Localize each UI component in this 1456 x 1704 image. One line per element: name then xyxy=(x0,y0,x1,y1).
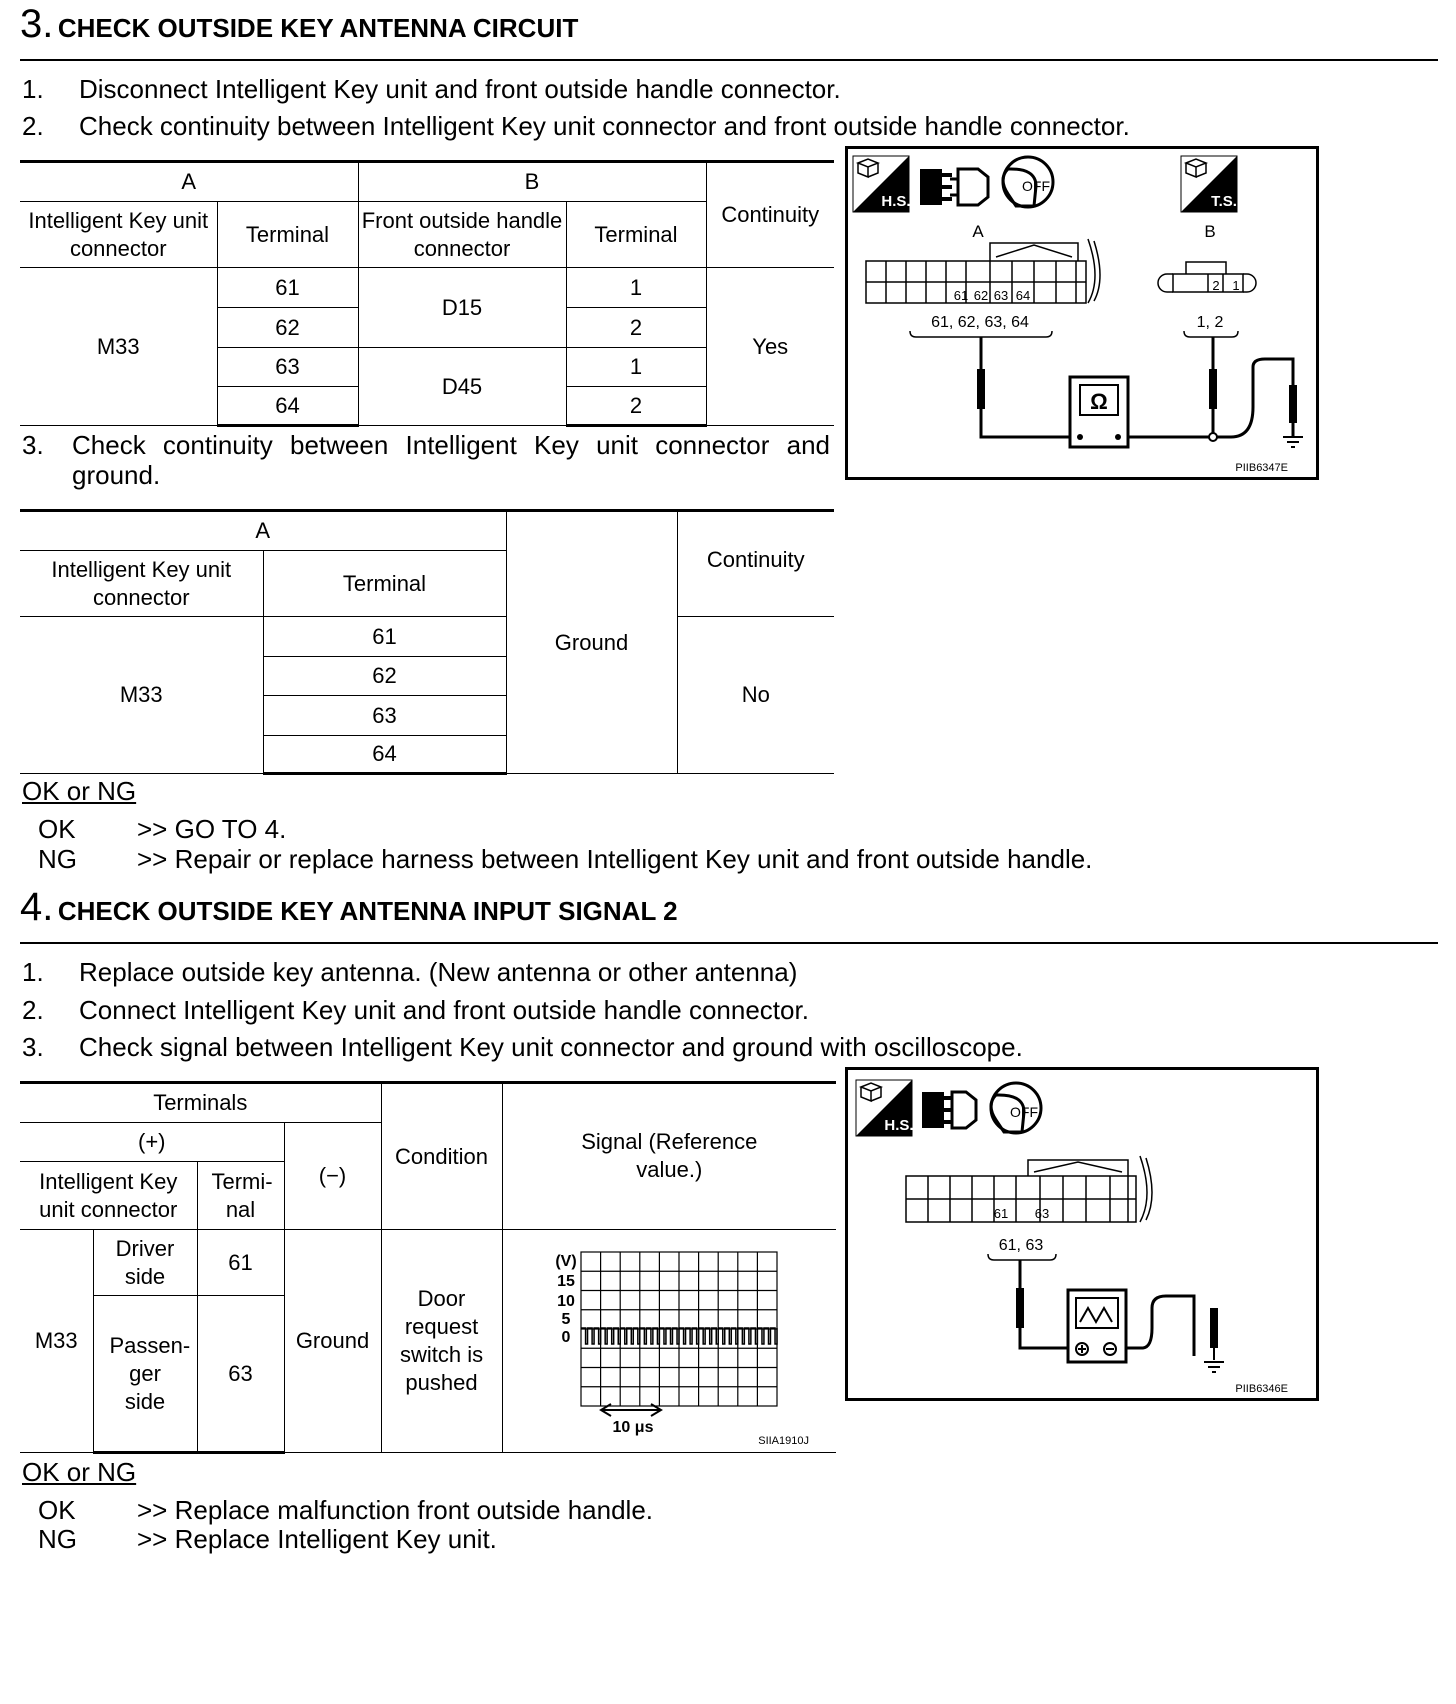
pin-b-2: 2 xyxy=(1212,278,1220,293)
t2-col-key-unit: Intelligent Key unit connector xyxy=(20,551,263,617)
pin-63: 63 xyxy=(1034,1206,1050,1221)
t1-handle-connector: D15 xyxy=(358,268,566,348)
t2-terminal: 64 xyxy=(263,736,506,774)
continuity-table-ground xyxy=(20,509,834,775)
t1-terminal-a: 64 xyxy=(217,387,358,426)
section-3-heading xyxy=(20,2,578,47)
svg-text:0: 0 xyxy=(561,1329,571,1346)
pin-a-61: 61 xyxy=(953,288,969,303)
t3-signal-cell xyxy=(502,1230,836,1453)
oscilloscope-icon xyxy=(1068,1290,1126,1362)
t1-terminal-b: 2 xyxy=(566,387,706,426)
probe-ground-icon xyxy=(1289,385,1297,423)
t3-side: Passen- ger side xyxy=(93,1296,197,1453)
s3-ok-ng-label: OK or NG xyxy=(22,776,137,806)
t1-continuity-value: Yes xyxy=(706,268,834,426)
svg-text:10: 10 xyxy=(557,1293,576,1310)
connector-face xyxy=(906,1156,1152,1222)
t1-terminal-a: 63 xyxy=(217,348,358,387)
section-4-heading xyxy=(20,885,678,930)
t2-connector: M33 xyxy=(20,617,263,774)
svg-text:15: 15 xyxy=(557,1273,576,1290)
t2-terminal: 62 xyxy=(263,657,506,696)
t1-terminal-b: 1 xyxy=(566,348,706,387)
ignition-off-icon xyxy=(1003,157,1053,207)
t1-col-key-unit: Intelligent Key unit connector xyxy=(20,202,217,268)
svg-text:10 μs: 10 μs xyxy=(612,1419,654,1436)
svg-text:5: 5 xyxy=(561,1311,571,1328)
connector-disconnect-icon xyxy=(920,169,988,205)
hs-badge-icon xyxy=(856,1080,914,1136)
t3-col-terminals: Terminals xyxy=(20,1083,381,1123)
pin-a-63: 63 xyxy=(993,288,1009,303)
t1-col-handle: Front outside handle connector xyxy=(358,202,566,268)
diagram-continuity-check xyxy=(845,146,1319,480)
t2-group-a: A xyxy=(20,511,506,551)
t1-terminal-a: 61 xyxy=(217,268,358,308)
t3-ground: Ground xyxy=(284,1230,381,1453)
probe-ground-icon xyxy=(1210,1308,1218,1348)
svg-text:OFF: OFF xyxy=(1022,178,1050,194)
probe-icon xyxy=(1016,1288,1024,1328)
svg-text:(V): (V) xyxy=(555,1253,577,1270)
t1-col-terminal-a: Terminal xyxy=(217,202,358,268)
t3-terminal: 61 xyxy=(197,1230,284,1296)
svg-text:H.S.: H.S. xyxy=(881,193,911,210)
svg-text:OFF: OFF xyxy=(1010,1104,1038,1120)
oscilloscope-waveform xyxy=(519,1236,819,1446)
diagram-label-a: A xyxy=(972,222,984,241)
t3-col-condition: Condition xyxy=(381,1083,502,1230)
t1-group-b: B xyxy=(358,162,706,202)
probe-a-icon xyxy=(977,369,985,409)
pin-b-1: 1 xyxy=(1232,278,1240,293)
pin-a-64: 64 xyxy=(1015,288,1031,303)
s4-ok-ng-label: OK or NG xyxy=(22,1457,137,1487)
ts-badge-icon xyxy=(1181,156,1237,212)
diagram-signal-check xyxy=(845,1067,1319,1401)
svg-text:H.S.: H.S. xyxy=(884,1117,914,1134)
term-label-b: 1, 2 xyxy=(1196,314,1224,331)
t1-handle-connector: D45 xyxy=(358,348,566,426)
section-4-rule xyxy=(20,942,1438,944)
continuity-table-handle xyxy=(20,160,834,427)
ground-icon xyxy=(1283,423,1303,447)
t1-terminal-a: 62 xyxy=(217,308,358,348)
t2-ground: Ground xyxy=(506,511,677,774)
signal-table xyxy=(20,1081,836,1454)
t2-terminal: 63 xyxy=(263,696,506,736)
hs-badge-icon xyxy=(853,156,911,212)
term-label-a: 61, 62, 63, 64 xyxy=(931,314,1029,331)
svg-text:Ω: Ω xyxy=(1090,389,1108,414)
t3-col-key-unit: Intelligent Key unit connector xyxy=(20,1162,197,1230)
t3-terminal: 63 xyxy=(197,1296,284,1453)
figure-code: PIIB6347E xyxy=(1235,462,1288,474)
ohmmeter-icon xyxy=(1070,377,1128,447)
s3-step-3: 3. Check continuity between Intelligent Key unit connector and ground. xyxy=(22,430,830,490)
section-3-rule xyxy=(20,59,1438,61)
connector-connected-icon xyxy=(922,1092,976,1128)
ignition-off-icon xyxy=(991,1083,1041,1133)
t2-col-continuity: Continuity xyxy=(677,511,834,617)
section-3-number: 3. xyxy=(20,2,54,46)
t1-group-a: A xyxy=(20,162,358,202)
t3-condition: Door request switch is pushed xyxy=(381,1230,502,1453)
figure-code: PIIB6346E xyxy=(1235,1383,1288,1395)
t3-col-signal: Signal (Reference value.) xyxy=(502,1083,836,1230)
t3-col-terminal: Termi- nal xyxy=(197,1162,284,1230)
t2-continuity-value: No xyxy=(677,617,834,774)
pin-a-62: 62 xyxy=(973,288,989,303)
t3-col-minus: (−) xyxy=(284,1123,381,1230)
pin-61: 61 xyxy=(993,1206,1009,1221)
t3-connector: M33 xyxy=(20,1230,93,1453)
svg-text:T.S.: T.S. xyxy=(1211,193,1237,210)
connector-b-face xyxy=(1158,262,1256,292)
t1-connector: M33 xyxy=(20,268,217,426)
term-label: 61, 63 xyxy=(998,1237,1044,1254)
t2-col-terminal: Terminal xyxy=(263,551,506,617)
t1-terminal-b: 2 xyxy=(566,308,706,348)
t3-side: Driver side xyxy=(93,1230,197,1296)
section-4-number: 4. xyxy=(20,885,54,929)
section-4-title: CHECK OUTSIDE KEY ANTENNA INPUT SIGNAL 2 xyxy=(57,896,678,926)
t1-terminal-b: 1 xyxy=(566,268,706,308)
diagram-label-b: B xyxy=(1204,222,1216,241)
ground-icon xyxy=(1204,1348,1224,1372)
t3-col-plus: (+) xyxy=(20,1123,284,1162)
svg-text:SIIA1910J: SIIA1910J xyxy=(758,1435,810,1446)
t1-col-continuity: Continuity xyxy=(706,162,834,268)
t1-col-terminal-b: Terminal xyxy=(566,202,706,268)
section-3-title: CHECK OUTSIDE KEY ANTENNA CIRCUIT xyxy=(57,13,579,43)
t2-terminal: 61 xyxy=(263,617,506,657)
probe-b-icon xyxy=(1209,369,1217,409)
